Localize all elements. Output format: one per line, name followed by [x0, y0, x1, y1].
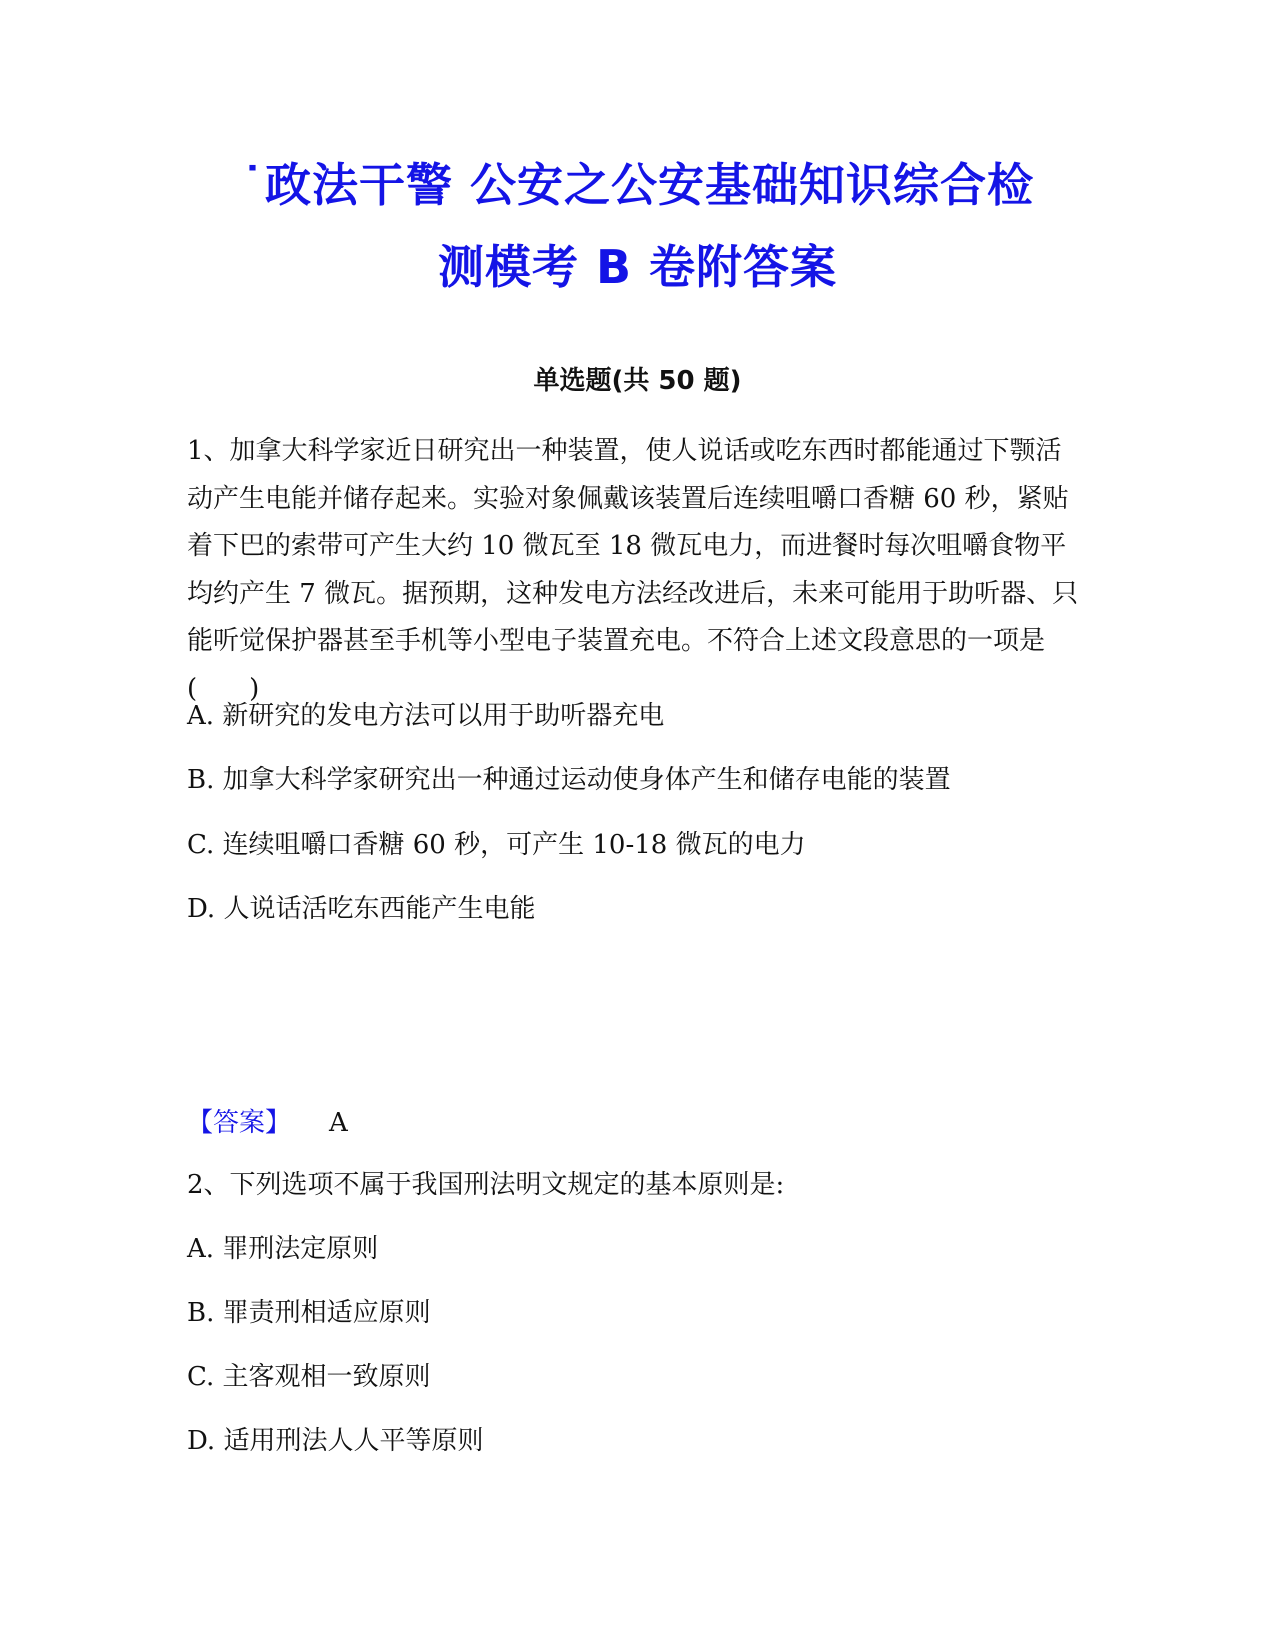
section-heading: 单选题(共 50 题) [533, 366, 742, 396]
question-1-text: 1、加拿大科学家近日研究出一种装置，使人说话或吃东西时都能通过下颚活动产生电能并储存起来。实验对象佩戴该装置后连续咀嚼口香糖 60 秒，紧贴着下巴的索带可产生大约 10 微瓦至 18 微瓦电力，而进餐时每次咀嚼食物平均约产生 7 微瓦。据预期，这种发电方法经改进后，未来可能用于助听器、只能听觉保护器甚至手机等小型电子装置充电。不符合上述文段意思的一项是( ) [187, 436, 1079, 704]
question-1-option-c: C. 连续咀嚼口香糖 60 秒，可产生 10-18 微瓦的电力 [187, 830, 806, 860]
answer-label: 【答案】 [187, 1108, 292, 1138]
answer-value: A [329, 1108, 348, 1138]
question-1-answer [187, 1103, 348, 1143]
question-2-option-a: A. 罪刑法定原则 [187, 1234, 379, 1264]
question-1-option-b: B. 加拿大科学家研究出一种通过运动使身体产生和储存电能的装置 [187, 765, 951, 795]
question-1-option-d: D. 人说话活吃东西能产生电能 [187, 894, 536, 924]
question-2-option-d: D. 适用刑法人人平等原则 [187, 1426, 484, 1456]
question-2-text: 2、下列选项不属于我国刑法明文规定的基本原则是: [187, 1170, 785, 1200]
document-title-line-1: ˙政法干警 公安之公安基础知识综合检 [240, 158, 1034, 212]
question-1-option-a: A. 新研究的发电方法可以用于助听器充电 [187, 701, 665, 731]
question-2-option-b: B. 罪责刑相适应原则 [187, 1298, 431, 1328]
document-title-line-2: 测模考 B 卷附答案 [437, 240, 838, 294]
question-2-option-c: C. 主客观相一致原则 [187, 1362, 431, 1392]
